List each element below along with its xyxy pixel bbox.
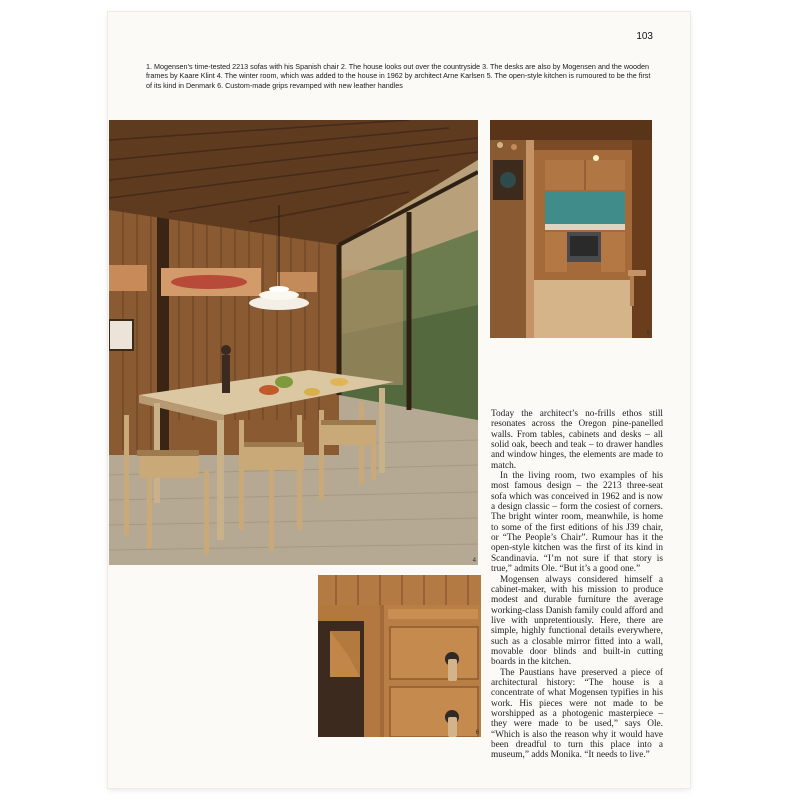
photo-number-6: 6: [475, 730, 479, 736]
winter-room-photo: [109, 120, 478, 565]
photo-number-4: 4: [472, 558, 476, 564]
kitchen-photo: [490, 120, 652, 338]
article-body: [491, 409, 663, 761]
article-paragraph: Today the architect’s no-frills ethos still resonates across the Oregon pine-panelled walls. From tables, cabinets and desks – all solid oak, beech and teak – to drawer handles and window hinges, the elements are made to match.: [491, 409, 663, 471]
magazine-page: [108, 12, 690, 788]
article-paragraph: In the living room, two examples of his most famous design – the 2213 three-seat sofa which was conceived in 1962 and is now a design classic – form the cosiest of corners. The bright winter room, meanwhile, is home to some of the first editions of his J39 chair, or “The People’s Chair”. Rumour has it the open-style kitchen was the first of its kind in Scandinavia. “I’m not sure if that story is true,” admits Ole. “But it’s a good one.”: [491, 471, 663, 575]
grips-photo: [318, 575, 481, 737]
article-paragraph: Mogensen always considered himself a cabinet-maker, with his mission to produce modest and durable furniture the average working-class Danish family could afford and live with unpretentiously. Here, there are simple, highly functional details everywhere, such as a closable mirror fitted into a wall, movable door blinds and built-in cutting boards in the kitchen.: [491, 574, 663, 668]
page-number: 103: [636, 31, 653, 42]
photo-number-5: 5: [646, 331, 650, 337]
photo-captions: 1. Mogensen’s time-tested 2213 sofas with his Spanish chair 2. The house looks out over the countryside 3. The desks are also by Mogensen and the wooden frames by Kaare Klint 4. The winter room, which was added to the house in 1962 by architect Arne Karlsen 5. The open-style kitchen is rumoured to be the first of its kind in Denmark 6. Custom-made grips revamped with new leather handles: [146, 62, 651, 90]
article-paragraph: The Paustians have preserved a piece of architectural history: “The house is a concentrate of what Mogensen typifies in his work. His pieces were not made to be worshipped as a photogenic masterpiece – they were made to be used,” says Ole. “Which is also the reason why it would have been dreadful to turn this place into a museum,” adds Monika. “It needs to live.”: [491, 667, 663, 761]
